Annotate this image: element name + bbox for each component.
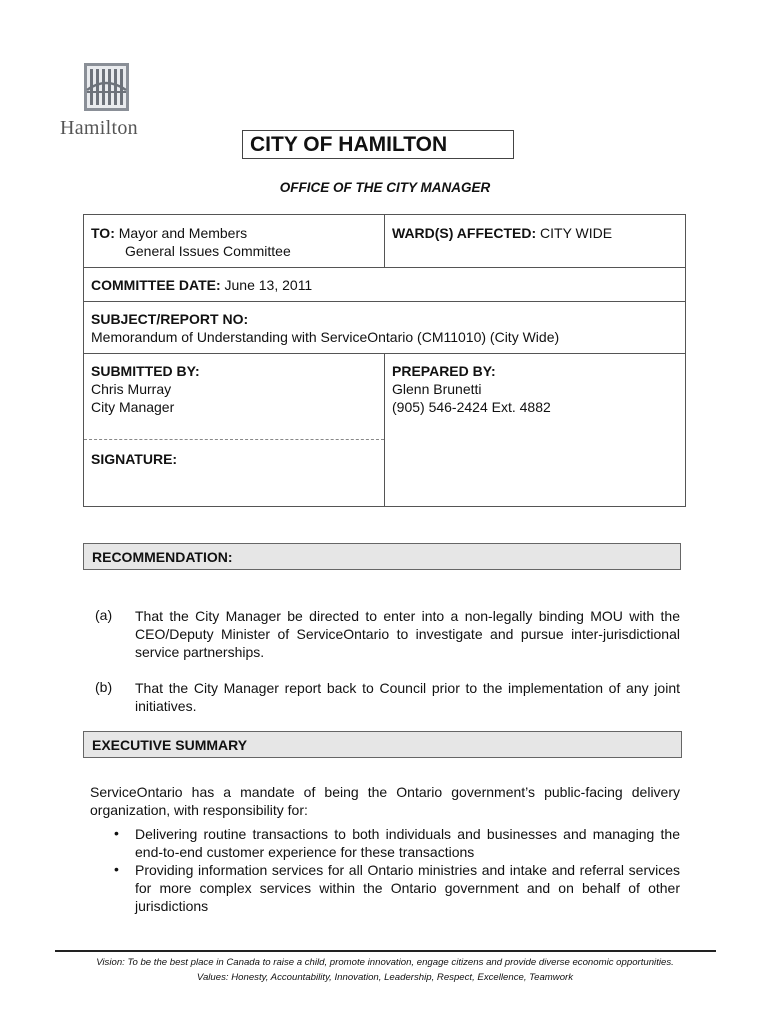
subject-value: Memorandum of Understanding with ServiceOntario (CM11010) (City Wide): [91, 329, 560, 345]
divider: [84, 301, 685, 302]
submitted-label: SUBMITTED BY:: [91, 363, 200, 379]
report-header-table: [83, 214, 686, 507]
recommendation-heading: RECOMMENDATION:: [83, 543, 681, 570]
to-committee: General Issues Committee: [125, 243, 291, 259]
summary-bullet-1: Delivering routine transactions to both individuals and businesses and managing the end-to-end customer experience for these transactions: [135, 826, 680, 860]
divider: [384, 353, 385, 506]
logo-wordmark: Hamilton: [60, 117, 138, 139]
date-value: June 13, 2011: [224, 277, 313, 293]
prepared-label: PREPARED BY:: [392, 363, 496, 379]
divider: [384, 215, 385, 267]
committee-date-cell: [91, 276, 312, 294]
wards-value: CITY WIDE: [540, 225, 613, 241]
bullet-marker: •: [114, 861, 119, 877]
prepared-name: Glenn Brunetti: [392, 381, 482, 397]
bullet-marker: •: [114, 825, 119, 841]
submitted-title: City Manager: [91, 399, 175, 415]
footer-values: Values: Honesty, Accountability, Innovation, Leadership, Respect, Excellence, Teamwork: [196, 972, 574, 983]
recommendation-b-label: (b): [95, 679, 113, 695]
prepared-phone: (905) 546-2424 Ext. 4882: [392, 399, 551, 415]
to-label: TO:: [91, 225, 115, 241]
to-recipient: Mayor and Members: [118, 225, 248, 241]
footer-divider: [55, 950, 716, 952]
page-title: CITY OF HAMILTON: [250, 133, 448, 156]
summary-intro: ServiceOntario has a mandate of being the Ontario government’s public-facing delivery organization, with responsibility for:: [90, 784, 680, 818]
title-box: [242, 130, 514, 159]
recommendation-a-text: That the City Manager be directed to enter into a non-legally binding MOU with the CEO/Deputy Minister of ServiceOntario to investigate and pursue inter-jurisdictional service partnerships.: [135, 608, 680, 660]
subject-label: SUBJECT/REPORT NO:: [91, 311, 249, 327]
to-cell: [91, 224, 247, 242]
office-subtitle: OFFICE OF THE CITY MANAGER: [279, 180, 491, 195]
city-hall-icon: [60, 62, 160, 117]
recommendation-a-label: (a): [95, 607, 113, 623]
footer-vision: Vision: To be the best place in Canada to raise a child, promote innovation, engage citizens and provide diverse economic opportunities.: [96, 957, 674, 968]
divider: [84, 267, 685, 268]
recommendation-b-text: That the City Manager report back to Council prior to the implementation of any joint initiatives.: [135, 680, 680, 714]
divider: [84, 439, 384, 440]
summary-bullet-2: Providing information services for all Ontario ministries and intake and referral services for more complex services within the Ontario government and on behalf of other jurisdictions: [135, 862, 680, 914]
submitted-name: Chris Murray: [91, 381, 172, 397]
executive-summary-heading: EXECUTIVE SUMMARY: [83, 731, 682, 758]
date-label: COMMITTEE DATE:: [91, 277, 221, 293]
signature-label: SIGNATURE:: [91, 451, 178, 467]
wards-cell: [392, 224, 612, 242]
wards-label: WARD(S) AFFECTED:: [392, 225, 537, 241]
